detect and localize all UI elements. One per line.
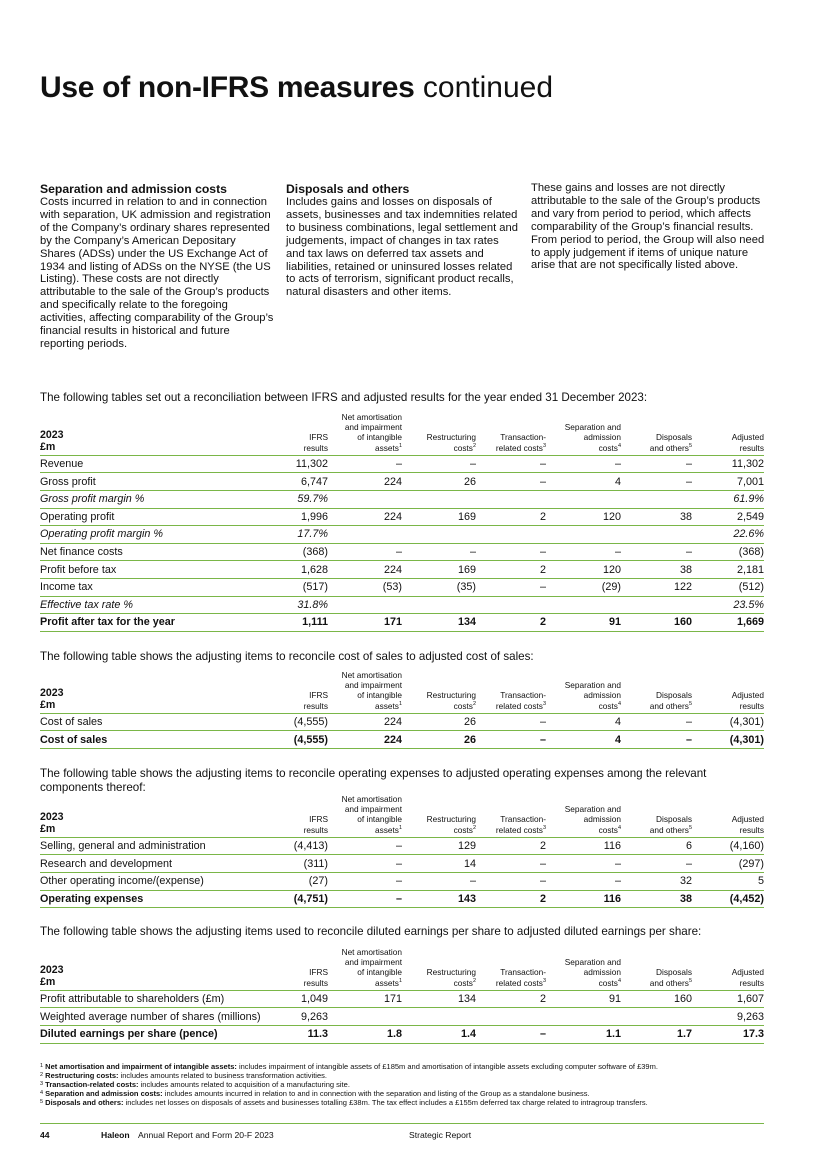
footnotes (40, 1063, 780, 1108)
cell-restr: (35) (402, 578, 476, 596)
t1-header-trans-sup: 3 (542, 442, 546, 449)
cell-sep (546, 1008, 621, 1026)
row-label: Weighted average number of shares (millions) (40, 1008, 253, 1026)
cell-restr: 134 (402, 614, 476, 632)
cell-sep: – (546, 543, 621, 561)
row-label: Revenue (40, 455, 253, 473)
t4-header-adj-label: Adjusted results (731, 967, 764, 988)
row-label: Profit attributable to shareholders (£m) (40, 990, 253, 1008)
footnote-term: Restructuring costs: (45, 1070, 119, 1080)
t3-header-row (40, 794, 764, 837)
t4-header-restr-label: Restructuring costs$^2$ (426, 967, 476, 988)
footnote-number: 2 (40, 1071, 44, 1078)
cell-sep: (29) (546, 578, 621, 596)
table-diluted-eps (40, 947, 764, 1044)
cell-restr: – (402, 543, 476, 561)
table-row (40, 990, 764, 1008)
cell-disp: 160 (621, 990, 692, 1008)
footnote-text: includes amounts related to acquisition of a manufacturing site. (138, 1079, 350, 1089)
t4-header-amort-label: Net amortisation and impairment of intangible assets$^1$ (341, 947, 402, 988)
cell-disp: – (621, 473, 692, 491)
cell-trans: – (476, 855, 546, 873)
cell-sep (546, 526, 621, 544)
t4-header-ifrs-label: IFRS results (303, 967, 328, 988)
cell-disp: 6 (621, 837, 692, 855)
cell-adj: 17.3 (692, 1026, 764, 1044)
cell-trans: 2 (476, 508, 546, 526)
column-gains-losses-body: These gains and losses are not directly attributable to the sale of the Group’s products and vary from period to period, which affects comparability of the Group’s financial results. From period to period, the Group will also need to apply judgement if items of unique nature arise that are not specifically listed above. (531, 182, 765, 272)
cell-adj: 1,607 (692, 990, 764, 1008)
cell-disp: 1.7 (621, 1026, 692, 1044)
cell-ifrs: 1,628 (253, 561, 328, 579)
table4-intro: The following table shows the adjusting items used to reconcile diluted earnings per share to adjusted diluted earnings per share: (40, 925, 702, 938)
cell-restr (402, 1008, 476, 1026)
cell-ifrs: 1,049 (253, 990, 328, 1008)
footer-section: Strategic Report (409, 1130, 472, 1140)
t4-header-trans (476, 947, 546, 990)
row-label: Operating expenses (40, 890, 253, 908)
t3-header-disp-label: Disposals and others$^5$ (649, 814, 692, 835)
footnote-number: 3 (40, 1080, 44, 1087)
footer-report-title: Annual Report and Form 20-F 2023 (138, 1130, 274, 1140)
table-row (40, 455, 764, 473)
t2-header-sep-sup: 4 (617, 700, 621, 707)
footnote-text: includes amounts related to business transformation activities. (118, 1070, 327, 1080)
t1-header-adj (692, 412, 764, 455)
cell-disp: – (621, 731, 692, 749)
table-row (40, 837, 764, 855)
t4-header-sep-sup: 4 (617, 977, 621, 984)
cell-disp: – (621, 455, 692, 473)
t2-header-amort-sup: 1 (398, 700, 402, 707)
cell-disp (621, 526, 692, 544)
t3-header-trans-label: Transaction- related costs$^3$ (495, 814, 546, 835)
cell-adj: 61.9% (692, 491, 764, 509)
t1-header-restr-sup: 2 (472, 442, 476, 449)
t4-header-adj (692, 947, 764, 990)
column-separation (40, 182, 274, 351)
t1-header-disp-sup: 5 (688, 442, 692, 449)
cell-restr: 1.4 (402, 1026, 476, 1044)
cell-sep: 4 (546, 731, 621, 749)
cell-restr: 169 (402, 561, 476, 579)
cell-disp (621, 491, 692, 509)
t3-header-amort-sup: 1 (398, 824, 402, 831)
cell-disp: 160 (621, 614, 692, 632)
cell-trans: – (476, 1026, 546, 1044)
t2-header-adj-label: Adjusted results (731, 690, 764, 711)
t2-header-trans-sup: 3 (542, 700, 546, 707)
table2-intro: The following table shows the adjusting items to reconcile cost of sales to adjusted cost of sales: (40, 650, 534, 663)
t1-header-amort-label: Net amortisation and impairment of intangible assets$^1$ (341, 412, 402, 453)
t3-header-adj-label: Adjusted results (731, 814, 764, 835)
t2-header-disp-sup: 5 (688, 700, 692, 707)
cell-ifrs: (4,413) (253, 837, 328, 855)
cell-ifrs: 1,111 (253, 614, 328, 632)
t1-header-ifrs-label: IFRS results (303, 432, 328, 453)
row-label: Income tax (40, 578, 253, 596)
row-label: Gross profit margin % (40, 491, 253, 509)
cell-amort: 224 (328, 731, 402, 749)
t4-header-disp-label: Disposals and others$^5$ (649, 967, 692, 988)
cell-ifrs: 31.8% (253, 596, 328, 614)
table-row (40, 855, 764, 873)
t2-header-disp-label: Disposals and others$^5$ (649, 690, 692, 711)
cell-amort: – (328, 543, 402, 561)
table-row (40, 873, 764, 891)
t1-header-sep (546, 412, 621, 455)
cell-sep: – (546, 455, 621, 473)
table1-intro: The following tables set out a reconciliation between IFRS and adjusted results for the year ended 31 December 2023: (40, 391, 648, 404)
table-cost-of-sales (40, 670, 764, 749)
table-row (40, 578, 764, 596)
t4-header-disp-sup: 5 (688, 977, 692, 984)
cell-restr (402, 491, 476, 509)
footnote-term: Separation and admission costs: (45, 1088, 163, 1098)
t1-header-disp-label: Disposals and others$^5$ (649, 432, 692, 453)
t3-header-trans-sup: 3 (542, 824, 546, 831)
cell-disp: 32 (621, 873, 692, 891)
cell-adj: 5 (692, 873, 764, 891)
t4-header-sep (546, 947, 621, 990)
row-label: Other operating income/(expense) (40, 873, 253, 891)
t4-header-restr (402, 947, 476, 990)
table-row (40, 614, 764, 632)
cell-adj: 1,669 (692, 614, 764, 632)
t2-header-amort (328, 670, 402, 713)
cell-restr (402, 596, 476, 614)
cell-amort: 224 (328, 508, 402, 526)
t4-header-sep-label: Separation and admission costs$^4$ (564, 957, 621, 988)
cell-sep: 1.1 (546, 1026, 621, 1044)
cell-adj: (4,301) (692, 713, 764, 731)
cell-amort: 224 (328, 713, 402, 731)
footnote-5 (40, 1099, 780, 1108)
cell-trans: – (476, 713, 546, 731)
t1-header-trans-label: Transaction- related costs$^3$ (495, 432, 546, 453)
cell-sep (546, 491, 621, 509)
footer-divider (40, 1123, 764, 1124)
cell-disp (621, 1008, 692, 1026)
cell-trans: – (476, 473, 546, 491)
cell-trans (476, 526, 546, 544)
cell-sep: 91 (546, 990, 621, 1008)
cell-amort (328, 1008, 402, 1026)
t3-header-ifrs-label: IFRS results (303, 814, 328, 835)
cell-restr: 26 (402, 713, 476, 731)
t2-header-sep (546, 670, 621, 713)
t4-header-trans-sup: 3 (542, 977, 546, 984)
t1-header-amort-sup: 1 (398, 442, 402, 449)
t4-header-disp (621, 947, 692, 990)
table-row (40, 731, 764, 749)
t3-header-restr-label: Restructuring costs$^2$ (426, 814, 476, 835)
footnote-term: Disposals and others: (45, 1097, 124, 1107)
table-operating-expenses (40, 794, 764, 908)
cell-trans: 2 (476, 561, 546, 579)
footer-page-number: 44 (40, 1130, 50, 1140)
t3-header-restr-sup: 2 (472, 824, 476, 831)
cell-ifrs: (4,555) (253, 713, 328, 731)
t3-header-restr (402, 794, 476, 837)
cell-adj: (4,452) (692, 890, 764, 908)
cell-restr: 26 (402, 731, 476, 749)
cell-sep: 116 (546, 837, 621, 855)
row-label: Profit before tax (40, 561, 253, 579)
cell-ifrs: 17.7% (253, 526, 328, 544)
cell-ifrs: (311) (253, 855, 328, 873)
t4-header-restr-sup: 2 (472, 977, 476, 984)
cell-disp: 38 (621, 561, 692, 579)
footnote-text: includes amounts incurred in relation to and in connection with the separation and listing of the Group as a standalone business. (162, 1088, 590, 1098)
t1-header-trans (476, 412, 546, 455)
cell-trans: 2 (476, 990, 546, 1008)
cell-amort: (53) (328, 578, 402, 596)
row-label: Operating profit (40, 508, 253, 526)
cell-sep: 116 (546, 890, 621, 908)
cell-trans: 2 (476, 837, 546, 855)
cell-adj: (297) (692, 855, 764, 873)
t1-header-restr-label: Restructuring costs$^2$ (426, 432, 476, 453)
cell-sep: – (546, 855, 621, 873)
cell-adj: (512) (692, 578, 764, 596)
cell-trans (476, 596, 546, 614)
table-row (40, 473, 764, 491)
cell-ifrs: 6,747 (253, 473, 328, 491)
row-label: Cost of sales (40, 713, 253, 731)
t1-header-row (40, 412, 764, 455)
t1-header-ifrs (253, 412, 328, 455)
t2-header-trans (476, 670, 546, 713)
cell-ifrs: 11.3 (253, 1026, 328, 1044)
page-title (40, 70, 553, 106)
t2-header-trans-label: Transaction- related costs$^3$ (495, 690, 546, 711)
t1-header-restr (402, 412, 476, 455)
t3-header-sep (546, 794, 621, 837)
t3-header-year: 2023 £m (40, 794, 253, 837)
table-row (40, 890, 764, 908)
cell-restr: 26 (402, 473, 476, 491)
cell-restr: 14 (402, 855, 476, 873)
cell-restr: 134 (402, 990, 476, 1008)
row-label: Net finance costs (40, 543, 253, 561)
cell-trans: – (476, 578, 546, 596)
cell-ifrs: 9,263 (253, 1008, 328, 1026)
column-disposals-heading: Disposals and others (286, 182, 410, 196)
t4-header-row (40, 947, 764, 990)
cell-trans: – (476, 731, 546, 749)
cell-sep: 4 (546, 473, 621, 491)
t2-header-ifrs (253, 670, 328, 713)
cell-trans: – (476, 455, 546, 473)
table-row (40, 561, 764, 579)
t1-header-amort (328, 412, 402, 455)
t3-header-amort-label: Net amortisation and impairment of intangible assets$^1$ (341, 794, 402, 835)
cell-ifrs: (27) (253, 873, 328, 891)
cell-sep: 120 (546, 561, 621, 579)
cell-disp: 38 (621, 508, 692, 526)
cell-ifrs: 11,302 (253, 455, 328, 473)
cell-amort: – (328, 855, 402, 873)
cell-trans (476, 491, 546, 509)
table-row (40, 1026, 764, 1044)
t3-header-sep-sup: 4 (617, 824, 621, 831)
cell-adj: 22.6% (692, 526, 764, 544)
cell-amort: 224 (328, 473, 402, 491)
table-row (40, 543, 764, 561)
cell-sep: – (546, 873, 621, 891)
cell-ifrs: (517) (253, 578, 328, 596)
footnote-number: 5 (40, 1098, 44, 1105)
column-gains-losses (531, 182, 765, 272)
cell-disp: 122 (621, 578, 692, 596)
table-row (40, 508, 764, 526)
t2-header-ifrs-label: IFRS results (303, 690, 328, 711)
column-separation-heading: Separation and admission costs (40, 182, 227, 196)
footnote-term: Transaction-related costs: (45, 1079, 139, 1089)
footnote-text: includes net losses on disposals of assets and businesses totalling £38m. The tax effect includes a £155m deferred tax charge related to intragroup transfers. (123, 1097, 648, 1107)
t1-header-adj-label: Adjusted results (731, 432, 764, 453)
column-disposals-body: Includes gains and losses on disposals of assets, businesses and tax indemnities related to business combinations, legal settlement and judgements, impact of changes in tax rates and tax laws on deferred tax assets and liabilities, retained or uninsured losses related to acts of terrorism, significant product recalls, natural disasters and other items. (286, 196, 518, 299)
cell-amort: – (328, 837, 402, 855)
t1-header-disp (621, 412, 692, 455)
t4-header-amort (328, 947, 402, 990)
cell-amort (328, 491, 402, 509)
t3-header-disp-sup: 5 (688, 824, 692, 831)
cell-adj: 23.5% (692, 596, 764, 614)
cell-ifrs: (4,555) (253, 731, 328, 749)
cell-trans: – (476, 543, 546, 561)
t2-header-restr-sup: 2 (472, 700, 476, 707)
t1-header-year: 2023 £m (40, 412, 253, 455)
table3-intro: The following table shows the adjusting items to reconcile operating expenses to adjusted operating expenses among the relevant components thereof: (40, 767, 707, 794)
t3-header-amort (328, 794, 402, 837)
t2-header-restr-label: Restructuring costs$^2$ (426, 690, 476, 711)
cell-restr: 129 (402, 837, 476, 855)
table-row (40, 713, 764, 731)
footnote-number: 1 (40, 1063, 44, 1069)
column-disposals (286, 182, 520, 299)
cell-amort (328, 596, 402, 614)
t2-header-restr (402, 670, 476, 713)
table-row (40, 526, 764, 544)
cell-disp (621, 596, 692, 614)
cell-amort (328, 526, 402, 544)
cell-trans: 2 (476, 614, 546, 632)
row-label: Research and development (40, 855, 253, 873)
t1-header-sep-sup: 4 (617, 442, 621, 449)
t2-header-sep-label: Separation and admission costs$^4$ (564, 680, 621, 711)
cell-disp: – (621, 855, 692, 873)
row-label: Profit after tax for the year (40, 614, 253, 632)
table-row (40, 1008, 764, 1026)
cell-disp: 38 (621, 890, 692, 908)
page-title-main: Use of non-IFRS measures (40, 71, 415, 104)
row-label: Selling, general and administration (40, 837, 253, 855)
cell-adj: 11,302 (692, 455, 764, 473)
page-title-suffix: continued (422, 71, 554, 104)
cell-adj: 9,263 (692, 1008, 764, 1026)
t4-header-ifrs (253, 947, 328, 990)
cell-adj: (4,160) (692, 837, 764, 855)
cell-adj: 2,181 (692, 561, 764, 579)
cell-ifrs: 1,996 (253, 508, 328, 526)
t3-header-ifrs (253, 794, 328, 837)
table-row (40, 491, 764, 509)
column-separation-body: Costs incurred in relation to and in connection with separation, UK admission and registration of the Company’s ordinary shares represented by the Company’s American Depositary Shares (ADSs) under the US Exchange Act of 1934 and listing of ADSs on the NYSE (the US Listing). These costs are not directly attributable to the sale of the Group’s products and specifically relate to the foregoing activities, affecting comparability of the Group’s financial results in historical and future reporting periods. (40, 196, 274, 350)
footnote-number: 4 (40, 1089, 44, 1096)
t3-header-trans (476, 794, 546, 837)
cell-restr (402, 526, 476, 544)
cell-amort: – (328, 890, 402, 908)
footnote-text: includes impairment of intangible assets of £185m and amortisation of intangible assets excluding computer software of £39m. (236, 1062, 658, 1071)
cell-restr: – (402, 455, 476, 473)
cell-amort: 171 (328, 614, 402, 632)
row-label: Effective tax rate % (40, 596, 253, 614)
t4-header-year: 2023 £m (40, 947, 253, 990)
cell-trans: – (476, 873, 546, 891)
cell-adj: 2,549 (692, 508, 764, 526)
cell-amort: – (328, 873, 402, 891)
cell-trans: 2 (476, 890, 546, 908)
t2-header-amort-label: Net amortisation and impairment of intangible assets$^1$ (341, 670, 402, 711)
t2-header-adj (692, 670, 764, 713)
cell-amort: 171 (328, 990, 402, 1008)
cell-restr: 169 (402, 508, 476, 526)
table-reconciliation-results (40, 412, 764, 632)
cell-ifrs: (4,751) (253, 890, 328, 908)
row-label: Gross profit (40, 473, 253, 491)
row-label: Operating profit margin % (40, 526, 253, 544)
cell-sep (546, 596, 621, 614)
cell-amort: – (328, 455, 402, 473)
t4-header-trans-label: Transaction- related costs$^3$ (495, 967, 546, 988)
t2-header-year: 2023 £m (40, 670, 253, 713)
footnote-term: Net amortisation and impairment of intangible assets: (45, 1062, 237, 1071)
cell-restr: 143 (402, 890, 476, 908)
cell-sep: 4 (546, 713, 621, 731)
cell-disp: – (621, 713, 692, 731)
cell-ifrs: 59.7% (253, 491, 328, 509)
cell-adj: (4,301) (692, 731, 764, 749)
t3-header-adj (692, 794, 764, 837)
t4-header-amort-sup: 1 (398, 977, 402, 984)
cell-amort: 224 (328, 561, 402, 579)
table-row (40, 596, 764, 614)
cell-amort: 1.8 (328, 1026, 402, 1044)
cell-ifrs: (368) (253, 543, 328, 561)
row-label: Diluted earnings per share (pence) (40, 1026, 253, 1044)
cell-restr: – (402, 873, 476, 891)
t3-header-sep-label: Separation and admission costs$^4$ (564, 804, 621, 835)
cell-disp: – (621, 543, 692, 561)
cell-sep: 120 (546, 508, 621, 526)
footer-brand: Haleon (101, 1130, 130, 1140)
cell-trans (476, 1008, 546, 1026)
t2-header-disp (621, 670, 692, 713)
cell-sep: 91 (546, 614, 621, 632)
cell-adj: 7,001 (692, 473, 764, 491)
t3-header-disp (621, 794, 692, 837)
t2-header-row (40, 670, 764, 713)
cell-adj: (368) (692, 543, 764, 561)
t1-header-sep-label: Separation and admission costs$^4$ (564, 422, 621, 453)
row-label: Cost of sales (40, 731, 253, 749)
